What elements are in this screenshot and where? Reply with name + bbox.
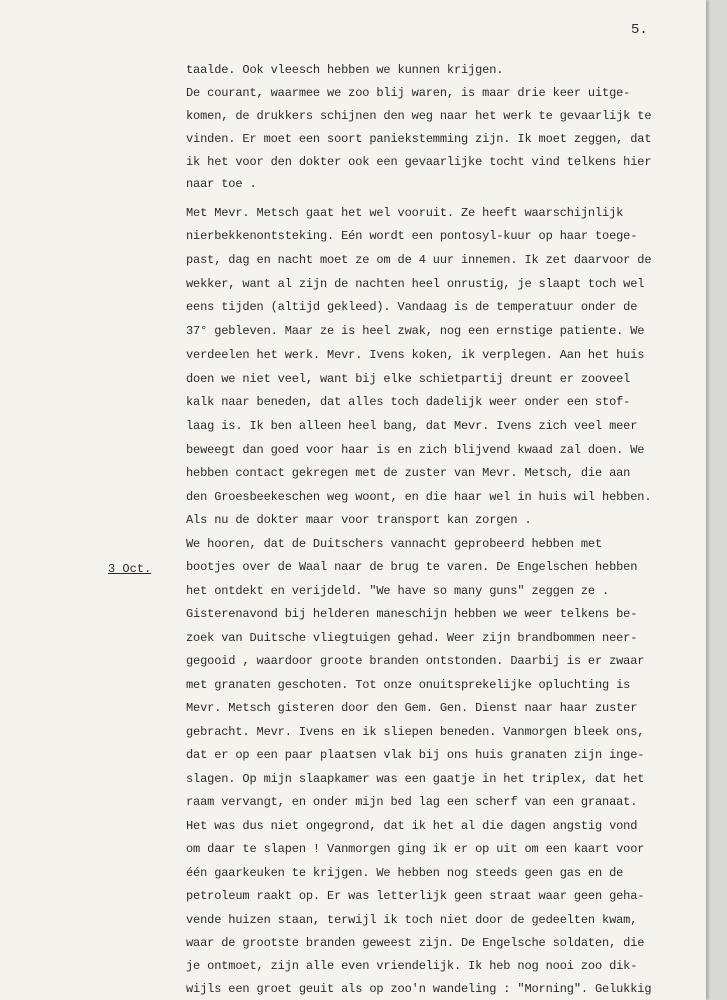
text-line: nierbekkenontsteking. Eén wordt een pontosyl-kuur op haar toege- xyxy=(186,229,638,243)
text-line: één gaarkeuken te krijgen. We hebben nog steeds geen gas en de xyxy=(186,866,624,880)
text-line: bootjes over de Waal naar de brug te varen. De Engelschen hebben xyxy=(186,560,638,574)
text-line: Gisterenavond bij helderen maneschijn hebben we weer telkens be- xyxy=(186,607,638,621)
text-line: om daar te slapen ! Vanmorgen ging ik er op uit om een kaart voor xyxy=(186,842,645,856)
text-line: slagen. Op mijn slaapkamer was een gaatje in het triplex, dat het xyxy=(186,772,645,786)
text-line: ik het voor den dokter ook een gevaarlijke tocht vind telkens hier xyxy=(186,155,652,169)
text-line: wijls een groet geuit als op zoo'n wandeling : "Morning". Gelukkig xyxy=(186,982,652,996)
text-line: Met Mevr. Metsch gaat het wel vooruit. Ze heeft waarschijnlijk xyxy=(186,206,624,220)
text-line: eens tijden (altijd gekleed). Vandaag is de temperatuur onder de xyxy=(186,300,638,314)
text-line: met granaten geschoten. Tot onze onuitsprekelijke opluchting is xyxy=(186,678,631,692)
date-margin-note: 3 Oct. xyxy=(108,562,152,576)
text-line: den Groesbeekeschen weg woont, en die haar wel in huis wil hebben. xyxy=(186,490,652,504)
text-line: dat er op een paar plaatsen vlak bij ons huis granaten zijn inge- xyxy=(186,748,645,762)
text-line: gegooid , waardoor groote branden ontstonden. Daarbij is er zwaar xyxy=(186,654,645,668)
text-line: waar de grootste branden geweest zijn. De Engelsche soldaten, die xyxy=(186,936,645,950)
text-line: doen we niet veel, want bij elke schietpartij dreunt er zooveel xyxy=(186,372,631,386)
text-line: taalde. Ook vleesch hebben we kunnen krijgen. xyxy=(186,63,504,77)
text-line: petroleum raakt op. Er was letterlijk geen straat waar geen geha- xyxy=(186,889,645,903)
text-line: zoek van Duitsche vliegtuigen gehad. Weer zijn brandbommen neer- xyxy=(186,631,638,645)
text-line: We hooren, dat de Duitschers vannacht geprobeerd hebben met xyxy=(186,537,603,551)
page-number: 5. xyxy=(631,22,648,38)
text-line: vinden. Er moet een soort paniekstemming zijn. Ik moet zeggen, dat xyxy=(186,132,652,146)
text-line: laag is. Ik ben alleen heel bang, dat Mevr. Ivens zich veel meer xyxy=(186,419,638,433)
text-line: vende huizen staan, terwijl ik toch niet door de gedeelten kwam, xyxy=(186,913,638,927)
text-line: hebben contact gekregen met de zuster van Mevr. Metsch, die aan xyxy=(186,466,631,480)
text-line: het ontdekt en verijdeld. "We have so many guns" zeggen ze . xyxy=(186,584,610,598)
text-line: komen, de drukkers schijnen den weg naar het werk te gevaarlijk te xyxy=(186,109,652,123)
text-line: beweegt dan goed voor haar is en zich blijvend kwaad zal doen. We xyxy=(186,443,645,457)
text-line: gebracht. Mevr. Ivens en ik sliepen beneden. Vanmorgen bleek ons, xyxy=(186,725,645,739)
text-line: verdeelen het werk. Mevr. Ivens koken, ik verplegen. Aan het huis xyxy=(186,348,645,362)
text-line: past, dag en nacht moet ze om de 4 uur innemen. Ik zet daarvoor de xyxy=(186,253,652,267)
text-line: je ontmoet, zijn alle even vriendelijk. Ik heb nog nooi zoo dik- xyxy=(186,959,638,973)
text-line: naar toe . xyxy=(186,177,257,191)
text-line: De courant, waarmee we zoo blij waren, is maar drie keer uitge- xyxy=(186,86,631,100)
text-line: Het was dus niet ongegrond, dat ik het al die dagen angstig vond xyxy=(186,819,638,833)
text-line: wekker, want al zijn de nachten heel onrustig, je slaapt toch wel xyxy=(186,277,645,291)
text-line: raam vervangt, en onder mijn bed lag een scherf van een granaat. xyxy=(186,795,638,809)
text-line: kalk naar beneden, dat alles toch dadelijk weer onder een stof- xyxy=(186,395,631,409)
text-line: Mevr. Metsch gisteren door den Gem. Gen. Dienst naar haar zuster xyxy=(186,701,638,715)
text-line: 37° gebleven. Maar ze is heel zwak, nog een ernstige patiente. We xyxy=(186,324,645,338)
text-line: Als nu de dokter maar voor transport kan zorgen . xyxy=(186,513,532,527)
